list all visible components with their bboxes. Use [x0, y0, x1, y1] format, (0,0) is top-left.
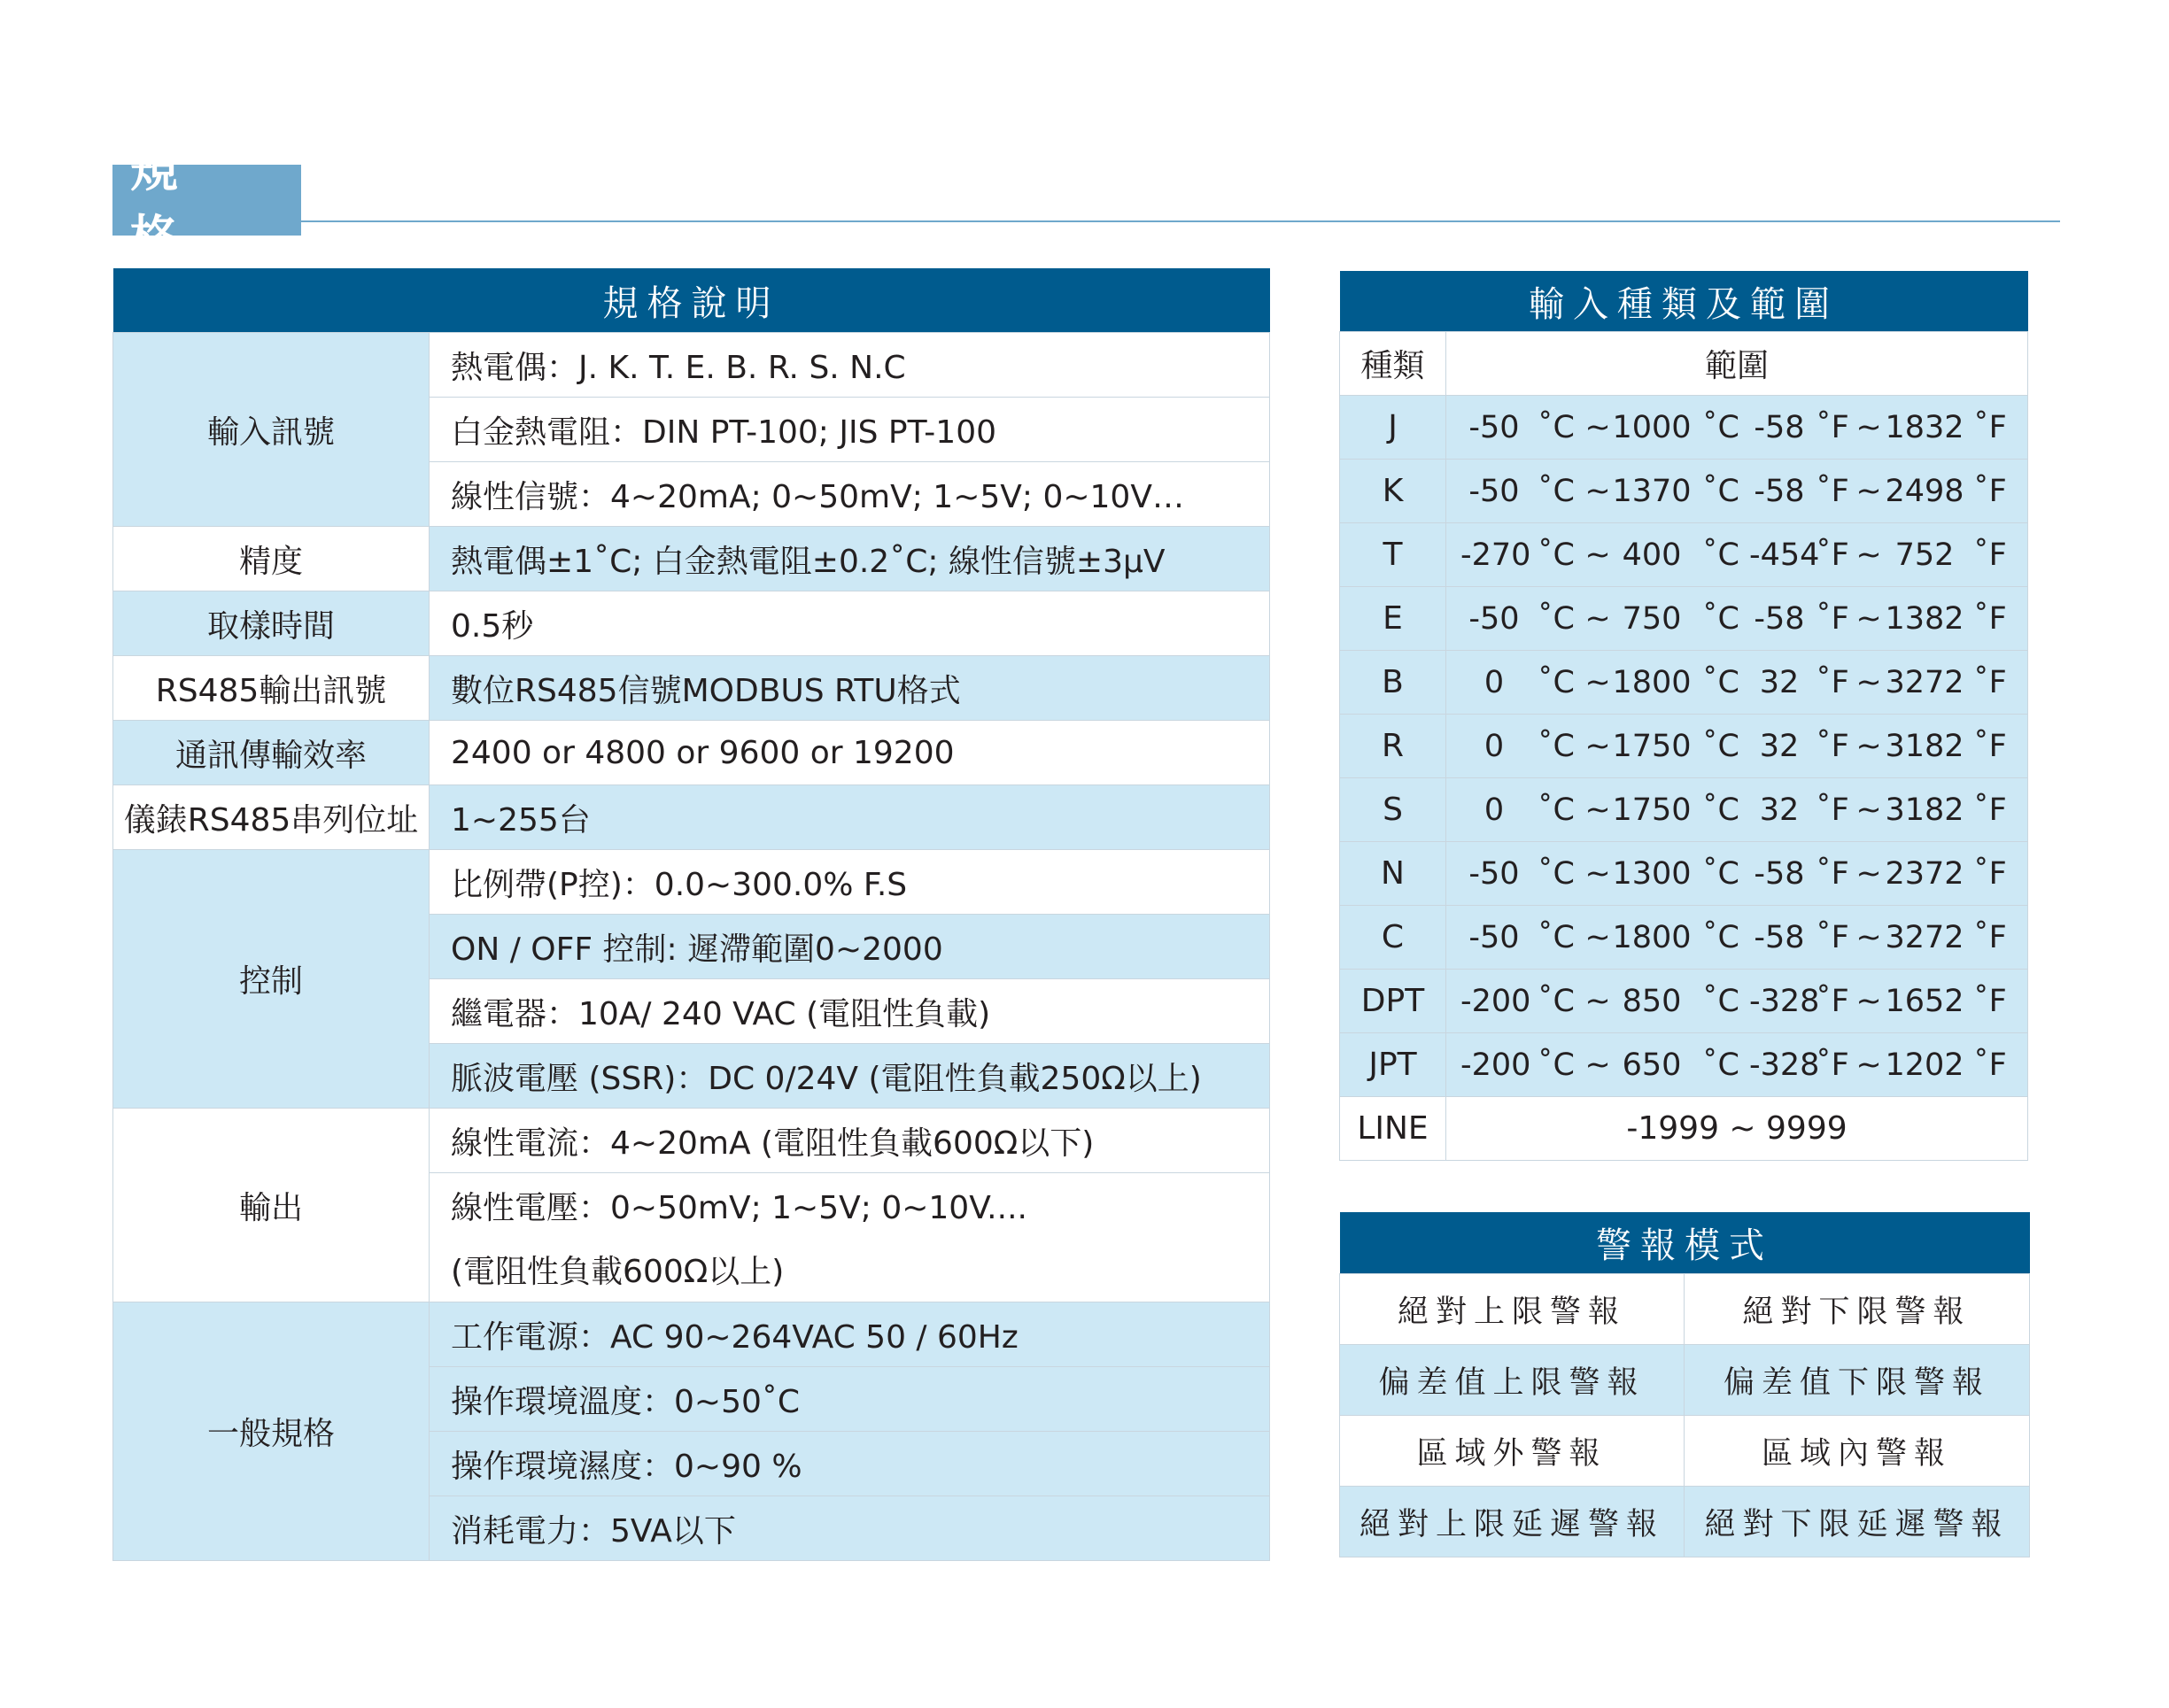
range-number: -58 — [1754, 919, 1805, 955]
unit-fahrenheit: ˚F — [1816, 537, 1849, 573]
unit-celsius: ˚C — [1702, 537, 1739, 573]
range-tilde: ~ — [1855, 473, 1882, 509]
unit-fahrenheit: ˚F — [1973, 855, 2007, 892]
alarm-mode-item: 區域外警報 — [1340, 1416, 1685, 1487]
unit-celsius: ˚C — [1702, 473, 1739, 509]
range-type: N — [1340, 842, 1446, 906]
range-number: -200 — [1460, 1047, 1531, 1083]
range-number: 1382 — [1885, 600, 1964, 637]
unit-celsius: ˚C — [1538, 664, 1575, 700]
range-tilde: ~ — [1855, 728, 1882, 764]
unit-celsius: ˚C — [1702, 855, 1739, 892]
range-tilde: ~ — [1855, 855, 1882, 892]
range-tilde: ~ — [1855, 409, 1882, 445]
range-tilde: ~ — [1584, 537, 1611, 573]
range-number: 1000 — [1612, 409, 1692, 445]
range-tilde: ~ — [1584, 600, 1611, 637]
range-value — [1446, 587, 2028, 651]
range-tilde: ~ — [1584, 728, 1611, 764]
unit-celsius: ˚C — [1702, 600, 1739, 637]
unit-fahrenheit: ˚F — [1816, 983, 1849, 1019]
section-divider — [301, 220, 2060, 222]
range-value — [1446, 842, 2028, 906]
spec-value: 操作環境濕度：0~90 % — [430, 1432, 1270, 1496]
alarm-mode-table — [1339, 1212, 2030, 1557]
range-number: 2498 — [1885, 473, 1964, 509]
range-number: -328 — [1749, 983, 1820, 1019]
spec-label: 一般規格 — [113, 1302, 430, 1561]
spec-label: 控制 — [113, 850, 430, 1109]
spec-value: ON / OFF 控制: 遲滯範圍0~2000 — [430, 915, 1270, 979]
range-number: -58 — [1754, 600, 1805, 637]
range-tilde: ~ — [1584, 1047, 1611, 1083]
range-number: 1750 — [1612, 792, 1692, 828]
range-tilde: ~ — [1855, 600, 1882, 637]
range-number: -58 — [1754, 409, 1805, 445]
range-tilde: ~ — [1584, 409, 1611, 445]
range-tilde: ~ — [1855, 537, 1882, 573]
alarm-mode-item: 偏差值上限警報 — [1340, 1345, 1685, 1416]
range-value — [1446, 460, 2028, 523]
range-number: 1202 — [1885, 1047, 1964, 1083]
range-number: 400 — [1622, 537, 1682, 573]
range-number: -50 — [1468, 855, 1520, 892]
range-type: S — [1340, 778, 1446, 842]
unit-fahrenheit: ˚F — [1973, 1047, 2007, 1083]
unit-celsius: ˚C — [1702, 728, 1739, 764]
range-tilde: ~ — [1855, 792, 1882, 828]
unit-celsius: ˚C — [1702, 983, 1739, 1019]
range-type: C — [1340, 906, 1446, 970]
unit-celsius: ˚C — [1538, 855, 1575, 892]
spec-label: 精度 — [113, 527, 430, 591]
spec-label: 儀錶RS485串列位址 — [113, 785, 430, 850]
unit-fahrenheit: ˚F — [1816, 855, 1849, 892]
range-value — [1446, 906, 2028, 970]
spec-value: 熱電偶±1˚C; 白金熱電阻±0.2˚C; 線性信號±3μV — [430, 527, 1270, 591]
range-number: -200 — [1460, 983, 1531, 1019]
unit-celsius: ˚C — [1702, 792, 1739, 828]
spec-label: 通訊傳輸效率 — [113, 721, 430, 785]
range-tilde: ~ — [1584, 983, 1611, 1019]
range-number: 2372 — [1885, 855, 1964, 892]
spec-value: 1~255台 — [430, 785, 1270, 850]
spec-label: RS485輸出訊號 — [113, 656, 430, 721]
range-value — [1446, 778, 2028, 842]
spec-value: 2400 or 4800 or 9600 or 19200 — [430, 721, 1270, 785]
alarm-mode-item: 絕對上限警報 — [1340, 1274, 1685, 1345]
unit-celsius: ˚C — [1538, 983, 1575, 1019]
range-number: 1832 — [1885, 409, 1964, 445]
spec-value: (電阻性負載600Ω以上) — [430, 1238, 1270, 1302]
range-type: DPT — [1340, 970, 1446, 1033]
section-title: 規 格 — [112, 165, 301, 236]
spec-table — [112, 268, 1270, 1561]
range-number: 1800 — [1612, 919, 1692, 955]
range-tilde: ~ — [1584, 664, 1611, 700]
unit-fahrenheit: ˚F — [1816, 409, 1849, 445]
range-tilde: ~ — [1584, 792, 1611, 828]
range-type: K — [1340, 460, 1446, 523]
range-number: 752 — [1894, 537, 1955, 573]
unit-celsius: ˚C — [1702, 1047, 1739, 1083]
range-tilde: ~ — [1584, 473, 1611, 509]
unit-fahrenheit: ˚F — [1816, 1047, 1849, 1083]
range-number: 32 — [1759, 792, 1800, 828]
range-type: T — [1340, 523, 1446, 587]
unit-fahrenheit: ˚F — [1973, 409, 2007, 445]
range-value — [1446, 651, 2028, 715]
col-header-type: 種類 — [1340, 332, 1446, 396]
range-number: -328 — [1749, 1047, 1820, 1083]
range-value — [1446, 523, 2028, 587]
range-type: JPT — [1340, 1033, 1446, 1097]
range-type: LINE — [1340, 1097, 1446, 1161]
unit-celsius: ˚C — [1538, 537, 1575, 573]
range-number: 3272 — [1885, 664, 1964, 700]
range-number: -50 — [1468, 600, 1520, 637]
spec-value: 脈波電壓 (SSR)：DC 0/24V (電阻性負載250Ω以上) — [430, 1044, 1270, 1109]
range-number: 0 — [1483, 664, 1505, 700]
unit-celsius: ˚C — [1538, 728, 1575, 764]
spec-value: 線性信號：4~20mA; 0~50mV; 1~5V; 0~10V… — [430, 462, 1270, 527]
range-number: -58 — [1754, 855, 1805, 892]
spec-value: 白金熱電阻：DIN PT-100; JIS PT-100 — [430, 398, 1270, 462]
range-number: 0 — [1483, 728, 1505, 764]
spec-value: 消耗電力：5VA以下 — [430, 1496, 1270, 1561]
range-number: 1300 — [1612, 855, 1692, 892]
range-tilde: ~ — [1855, 919, 1882, 955]
unit-celsius: ˚C — [1538, 1047, 1575, 1083]
range-type: B — [1340, 651, 1446, 715]
range-number: -50 — [1468, 473, 1520, 509]
range-number: 1652 — [1885, 983, 1964, 1019]
spec-value: 比例帶(P控)：0.0~300.0% F.S — [430, 850, 1270, 915]
alarm-mode-item: 絕對下限警報 — [1685, 1274, 2030, 1345]
range-number: 0 — [1483, 792, 1505, 828]
unit-fahrenheit: ˚F — [1973, 983, 2007, 1019]
unit-fahrenheit: ˚F — [1973, 600, 2007, 637]
unit-fahrenheit: ˚F — [1973, 919, 2007, 955]
range-number: 850 — [1622, 983, 1682, 1019]
range-number: -270 — [1460, 537, 1531, 573]
spec-value: 線性電流：4~20mA (電阻性負載600Ω以下) — [430, 1109, 1270, 1173]
spec-value: 熱電偶：J. K. T. E. B. R. S. N.C — [430, 333, 1270, 398]
range-value: -1999 ~ 9999 — [1446, 1097, 2028, 1161]
unit-fahrenheit: ˚F — [1816, 664, 1849, 700]
range-tilde: ~ — [1855, 1047, 1882, 1083]
range-number: 32 — [1759, 664, 1800, 700]
unit-celsius: ˚C — [1538, 473, 1575, 509]
input-range-table — [1339, 271, 2028, 1161]
spec-value: 工作電源：AC 90~264VAC 50 / 60Hz — [430, 1302, 1270, 1367]
spec-value: 操作環境溫度：0~50˚C — [430, 1367, 1270, 1432]
unit-fahrenheit: ˚F — [1816, 600, 1849, 637]
range-tilde: ~ — [1584, 855, 1611, 892]
alarm-mode-title: 警報模式 — [1340, 1212, 2030, 1274]
range-number: 1800 — [1612, 664, 1692, 700]
unit-fahrenheit: ˚F — [1973, 664, 2007, 700]
spec-label: 輸出 — [113, 1109, 430, 1302]
spec-value: 0.5秒 — [430, 591, 1270, 656]
spec-value: 繼電器：10A/ 240 VAC (電阻性負載) — [430, 979, 1270, 1044]
spec-table-title: 規格說明 — [113, 268, 1270, 333]
unit-celsius: ˚C — [1538, 409, 1575, 445]
unit-fahrenheit: ˚F — [1816, 473, 1849, 509]
range-number: 3272 — [1885, 919, 1964, 955]
unit-fahrenheit: ˚F — [1973, 728, 2007, 764]
unit-fahrenheit: ˚F — [1973, 537, 2007, 573]
range-number: -50 — [1468, 919, 1520, 955]
unit-celsius: ˚C — [1702, 409, 1739, 445]
unit-celsius: ˚C — [1702, 664, 1739, 700]
col-header-range: 範圍 — [1446, 332, 2028, 396]
spec-label: 取樣時間 — [113, 591, 430, 656]
range-tilde: ~ — [1855, 664, 1882, 700]
range-number: 750 — [1622, 600, 1682, 637]
unit-fahrenheit: ˚F — [1973, 473, 2007, 509]
range-number: 1370 — [1612, 473, 1692, 509]
alarm-mode-item: 偏差值下限警報 — [1685, 1345, 2030, 1416]
range-number: 1750 — [1612, 728, 1692, 764]
input-range-title: 輸入種類及範圍 — [1340, 271, 2028, 332]
alarm-mode-item: 絕對上限延遲警報 — [1340, 1487, 1685, 1557]
range-number: -454 — [1749, 537, 1820, 573]
range-type: J — [1340, 396, 1446, 460]
range-number: 3182 — [1885, 792, 1964, 828]
spec-value: 數位RS485信號MODBUS RTU格式 — [430, 656, 1270, 721]
range-type: R — [1340, 715, 1446, 778]
range-value — [1446, 715, 2028, 778]
unit-celsius: ˚C — [1702, 919, 1739, 955]
spec-value: 線性電壓：0~50mV; 1~5V; 0~10V.... — [430, 1173, 1270, 1238]
spec-label: 輸入訊號 — [113, 333, 430, 527]
alarm-mode-item: 絕對下限延遲警報 — [1685, 1487, 2030, 1557]
range-number: 650 — [1622, 1047, 1682, 1083]
range-number: 32 — [1759, 728, 1800, 764]
range-number: 3182 — [1885, 728, 1964, 764]
range-tilde: ~ — [1855, 983, 1882, 1019]
range-number: -50 — [1468, 409, 1520, 445]
unit-fahrenheit: ˚F — [1816, 919, 1849, 955]
unit-fahrenheit: ˚F — [1973, 792, 2007, 828]
range-type: E — [1340, 587, 1446, 651]
range-value — [1446, 970, 2028, 1033]
unit-celsius: ˚C — [1538, 919, 1575, 955]
range-value — [1446, 396, 2028, 460]
range-value — [1446, 1033, 2028, 1097]
unit-fahrenheit: ˚F — [1816, 728, 1849, 764]
unit-fahrenheit: ˚F — [1816, 792, 1849, 828]
unit-celsius: ˚C — [1538, 792, 1575, 828]
unit-celsius: ˚C — [1538, 600, 1575, 637]
alarm-mode-item: 區域內警報 — [1685, 1416, 2030, 1487]
range-number: -58 — [1754, 473, 1805, 509]
range-tilde: ~ — [1584, 919, 1611, 955]
